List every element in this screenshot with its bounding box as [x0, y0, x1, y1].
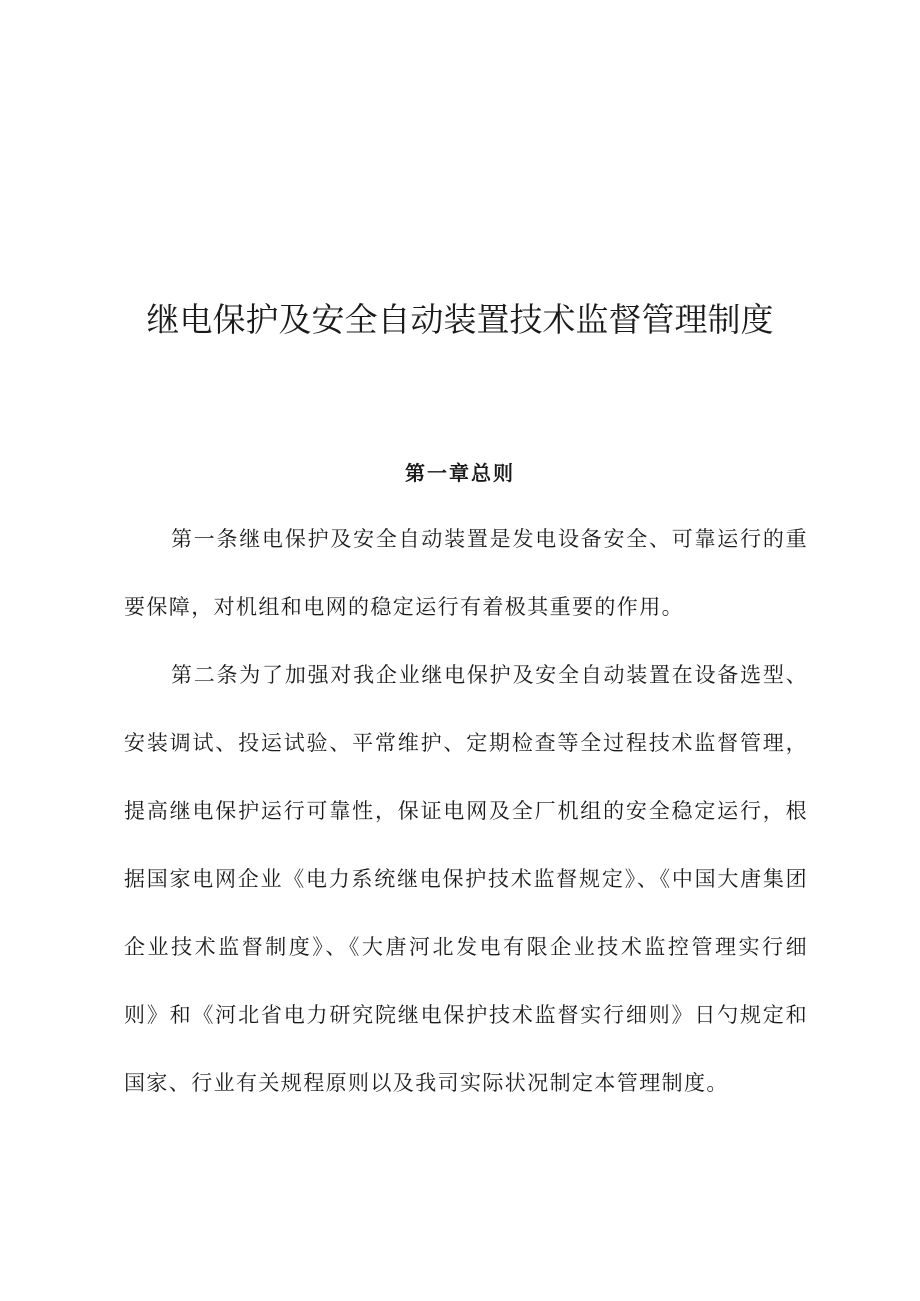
- paragraph-article-2: 第二条为了加强对我企业继电保护及安全自动装置在设备选型、安装调试、投运试验、平常维护、定期检查等全过程技术监督管理，提高继电保护运行可靠性，保证电网及全厂机组的安全稳定运行，根据国家电网企业《电力系统继电保护技术监督规定》、《中国大唐集团企业技术监督制度》、《大唐河北发电有限企业技术监控管理实行细则》和《河北省电力研究院继电保护技术监督实行细则》日勺规定和国家、行业有关规程原则以及我司实际状况制定本管理制度。: [124, 663, 808, 1095]
- document-title: 继电保护及安全自动装置技术监督管理制度: [146, 300, 774, 339]
- paragraph-article-1: 第一条继电保护及安全自动装置是发电设备安全、可靠运行的重要保障，对机组和电网的稳定运行有着极其重要的作用。: [124, 527, 808, 619]
- chapter-heading: 第一章总则: [405, 461, 515, 485]
